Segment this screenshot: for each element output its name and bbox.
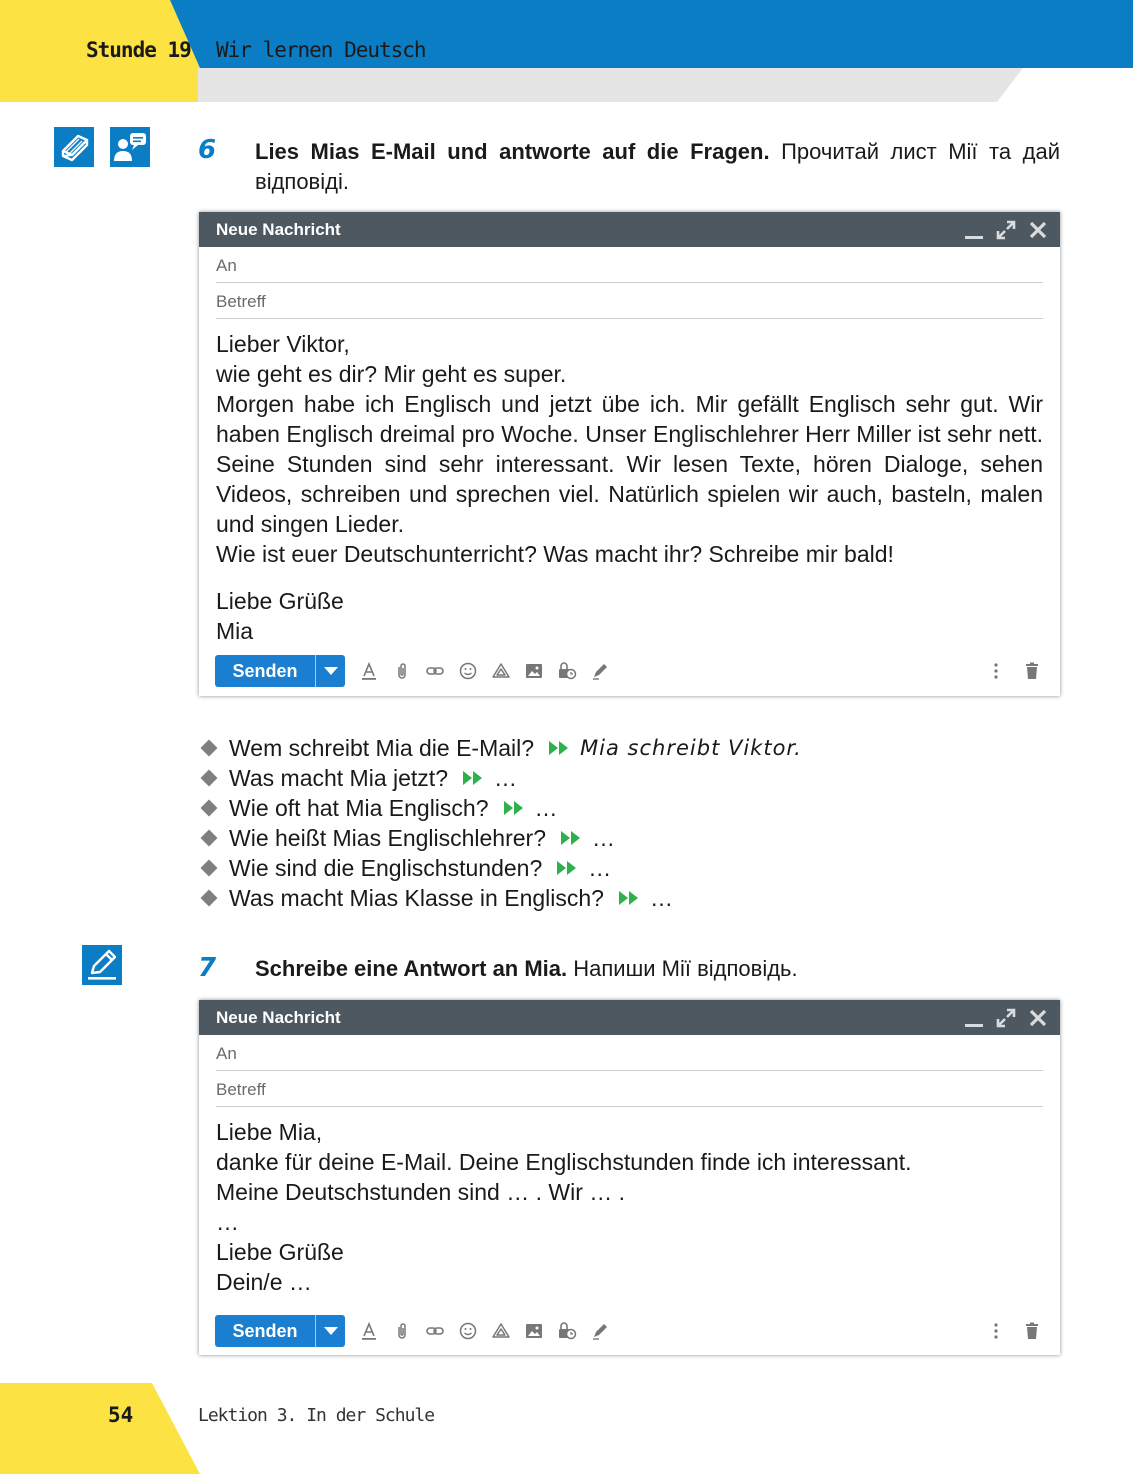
diamond-bullet-icon: [201, 860, 218, 877]
diamond-bullet-icon: [201, 830, 218, 847]
question-text: Wie sind die Englischstunden?: [229, 855, 543, 881]
task-6-number: 6: [198, 135, 217, 165]
email-closing: Liebe Grüße: [216, 588, 344, 614]
link-icon[interactable]: [425, 1321, 445, 1341]
more-options-icon[interactable]: [986, 661, 1006, 681]
drive-icon[interactable]: [491, 1321, 511, 1341]
pencil-icon: [82, 945, 122, 985]
email-window-title: Neue Nachricht: [216, 220, 341, 239]
page-title: Wir lernen Deutsch: [216, 38, 426, 62]
close-icon[interactable]: [1026, 218, 1050, 242]
task-6-instruction-de: Lies Mias E-Mail und antworte auf die Fragen.: [255, 139, 770, 164]
to-field[interactable]: [216, 247, 1043, 283]
signature-pen-icon[interactable]: [590, 661, 610, 681]
email-line: Lieber Viktor,: [216, 331, 350, 357]
emoji-icon[interactable]: [458, 1321, 478, 1341]
email-toolbar: [199, 1297, 1060, 1355]
expand-icon[interactable]: [994, 1006, 1018, 1030]
image-icon[interactable]: [524, 1321, 544, 1341]
answer-placeholder: …: [649, 885, 673, 911]
header-gray-band: [198, 68, 1023, 102]
trash-icon[interactable]: [1022, 661, 1042, 681]
speaking-icon: [110, 127, 150, 167]
subject-label: Betreff: [216, 292, 266, 311]
link-icon[interactable]: [425, 661, 445, 681]
email-line: Dein/e …: [216, 1269, 312, 1295]
subject-label: Betreff: [216, 1080, 266, 1099]
task-6-instruction-ua: Прочитай лист Мії та дай відповіді.: [255, 139, 1060, 194]
diamond-bullet-icon: [201, 770, 218, 787]
task-7-number: 7: [198, 953, 217, 983]
send-button[interactable]: [215, 1315, 345, 1347]
email-line: Wie ist euer Deutschunterricht? Was macht ihr? Schreibe mir bald!: [216, 541, 894, 567]
text-format-icon[interactable]: [359, 661, 379, 681]
task-6-instruction: [255, 137, 1060, 197]
double-arrow-icon: [548, 740, 570, 756]
text-format-icon[interactable]: [359, 1321, 379, 1341]
diamond-bullet-icon: [201, 800, 218, 817]
task-7-instruction-ua: Напиши Мії відповідь.: [567, 956, 798, 981]
drive-icon[interactable]: [491, 661, 511, 681]
email-line: …: [216, 1209, 239, 1235]
footer-yellow-band: [0, 1383, 200, 1474]
email-line: Liebe Grüße: [216, 1239, 344, 1265]
to-label: An: [216, 256, 237, 275]
answer-placeholder: …: [493, 765, 517, 791]
task-7-instruction-de: Schreibe eine Antwort an Mia.: [255, 956, 568, 981]
double-arrow-icon: [618, 890, 640, 906]
send-options-chevron-icon[interactable]: [316, 666, 345, 676]
double-arrow-icon: [556, 860, 578, 876]
trash-icon[interactable]: [1022, 1321, 1042, 1341]
task-7-instruction: [255, 954, 1060, 984]
attachment-icon[interactable]: [392, 1321, 412, 1341]
send-options-chevron-icon[interactable]: [316, 1326, 345, 1336]
email-titlebar: [199, 1000, 1060, 1035]
signature-pen-icon[interactable]: [590, 1321, 610, 1341]
question-text: Wem schreibt Mia die E-Mail?: [229, 735, 535, 761]
page-number: 54: [108, 1403, 134, 1427]
email-window-mia: [199, 212, 1060, 696]
footer-lesson-title: Lektion 3. In der Schule: [198, 1405, 435, 1426]
to-label: An: [216, 1044, 237, 1063]
book-icon: [54, 127, 94, 167]
email-line: Morgen habe ich Englisch und jetzt übe ich. Mir gefällt Englisch sehr gut. Wir haben Englisch dreimal pro Woche. Unser Englischlehrer Herr Miller ist sehr nett. Seine Stunden sind sehr interessant. Wir lesen Texte, hören Dialoge, sehen Videos, schreiben und sprechen viel. Natürlich spielen wir auch, basteln, malen und singen Lieder.: [216, 391, 1043, 537]
attachment-icon[interactable]: [392, 661, 412, 681]
question-list: [200, 733, 1060, 913]
answer-placeholder: …: [588, 855, 612, 881]
double-arrow-icon: [503, 800, 525, 816]
email-body[interactable]: [199, 1107, 1060, 1297]
double-arrow-icon: [462, 770, 484, 786]
emoji-icon[interactable]: [458, 661, 478, 681]
email-titlebar: [199, 212, 1060, 247]
list-item: [200, 793, 1060, 823]
question-text: Wie heißt Mias Englischlehrer?: [229, 825, 547, 851]
answer-placeholder: …: [592, 825, 616, 851]
close-icon[interactable]: [1026, 1006, 1050, 1030]
expand-icon[interactable]: [994, 218, 1018, 242]
confidential-mode-icon[interactable]: [557, 661, 577, 681]
confidential-mode-icon[interactable]: [557, 1321, 577, 1341]
answer-text: Mia schreibt Viktor.: [580, 736, 802, 760]
lesson-number: Stunde 19: [86, 38, 191, 62]
answer-placeholder: …: [534, 795, 558, 821]
list-item: [200, 763, 1060, 793]
email-signature: Mia: [216, 618, 254, 644]
more-options-icon[interactable]: [986, 1321, 1006, 1341]
diamond-bullet-icon: [201, 740, 218, 757]
list-item: [200, 733, 1060, 763]
double-arrow-icon: [560, 830, 582, 846]
subject-field[interactable]: [216, 1071, 1043, 1107]
email-line: wie geht es dir? Mir geht es super.: [216, 361, 567, 387]
diamond-bullet-icon: [201, 890, 218, 907]
send-button-label: Senden: [232, 660, 298, 681]
subject-field[interactable]: [216, 283, 1043, 319]
list-item: [200, 823, 1060, 853]
image-icon[interactable]: [524, 661, 544, 681]
question-text: Was macht Mia jetzt?: [229, 765, 448, 791]
send-button-label: Senden: [232, 1320, 298, 1341]
minimize-icon[interactable]: [962, 218, 986, 242]
send-button[interactable]: [215, 655, 345, 687]
email-window-title: Neue Nachricht: [216, 1008, 341, 1027]
email-window-reply: [199, 1000, 1060, 1355]
email-body: [199, 319, 1060, 646]
email-line: Liebe Mia,: [216, 1119, 323, 1145]
minimize-icon[interactable]: [962, 1006, 986, 1030]
email-line: Meine Deutschstunden sind … . Wir … .: [216, 1179, 626, 1205]
question-text: Was macht Mias Klasse in Englisch?: [229, 885, 604, 911]
email-line: danke für deine E-Mail. Deine Englischstunden finde ich interessant.: [216, 1149, 912, 1175]
list-item: [200, 853, 1060, 883]
to-field[interactable]: [216, 1035, 1043, 1071]
list-item: [200, 883, 1060, 913]
question-text: Wie oft hat Mia Englisch?: [229, 795, 489, 821]
email-toolbar: [199, 646, 1060, 696]
